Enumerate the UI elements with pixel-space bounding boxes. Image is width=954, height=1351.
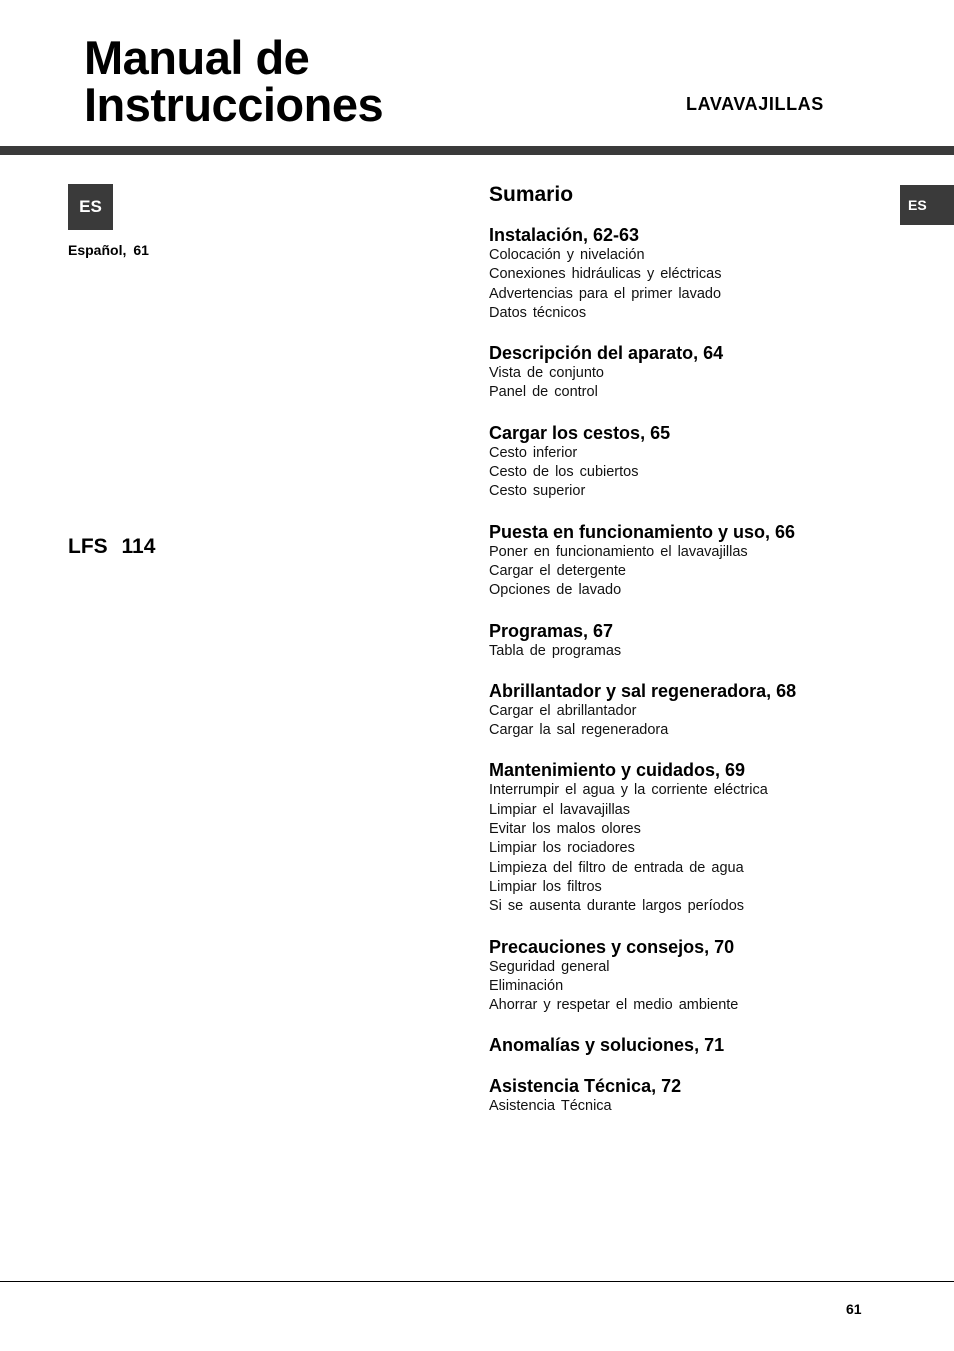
- toc-item-list: [489, 444, 909, 502]
- toc-section-title[interactable]: Mantenimiento y cuidados, 69: [489, 760, 746, 781]
- toc-section-title[interactable]: Abrillantador y sal regeneradora, 68: [489, 680, 797, 701]
- toc-item[interactable]: Cesto inferior: [489, 444, 578, 461]
- toc-item[interactable]: Seguridad general: [489, 958, 610, 975]
- table-of-contents: [489, 182, 909, 1136]
- toc-section: [489, 342, 909, 403]
- toc-item[interactable]: Cargar la sal regeneradora: [489, 722, 669, 739]
- toc-item[interactable]: Limpiar los filtros: [489, 878, 602, 895]
- toc-section: [489, 1075, 909, 1116]
- header-divider: [0, 146, 954, 155]
- toc-item-list: [489, 364, 909, 403]
- toc-heading: Sumario: [489, 183, 574, 206]
- toc-section-title[interactable]: Programas, 67: [489, 620, 614, 641]
- toc-section-title[interactable]: Anomalías y soluciones, 71: [489, 1035, 725, 1056]
- language-badge: ES: [68, 184, 113, 230]
- toc-item-list: [489, 543, 909, 601]
- toc-item[interactable]: Limpiar el lavavajillas: [489, 801, 630, 818]
- toc-section: [489, 759, 909, 916]
- toc-section: [489, 936, 909, 1016]
- toc-section: [489, 224, 909, 323]
- manual-title: [84, 31, 384, 131]
- title-line-1: Manual de: [84, 31, 310, 84]
- toc-section: [489, 620, 909, 661]
- language-page: 61: [133, 242, 149, 258]
- toc-section-title[interactable]: Descripción del aparato, 64: [489, 343, 724, 364]
- toc-item[interactable]: Poner en funcionamiento el lavavajillas: [489, 543, 748, 560]
- toc-item[interactable]: Panel de control: [489, 384, 598, 401]
- language-name: Español,: [68, 242, 127, 258]
- toc-section: [489, 422, 909, 502]
- toc-item-list: [489, 1097, 909, 1116]
- toc-section-title[interactable]: Instalación, 62-63: [489, 225, 640, 245]
- toc-item[interactable]: Advertencias para el primer lavado: [489, 285, 722, 302]
- footer-divider: [0, 1281, 954, 1282]
- toc-section: [489, 680, 909, 741]
- toc-section-title[interactable]: Asistencia Técnica, 72: [489, 1076, 682, 1097]
- toc-section-title[interactable]: Cargar los cestos, 65: [489, 422, 671, 443]
- toc-item-list: [489, 702, 909, 741]
- page-number: 61: [846, 1301, 862, 1317]
- toc-item[interactable]: Evitar los malos olores: [489, 821, 641, 838]
- toc-item[interactable]: Si se ausenta durante largos períodos: [489, 898, 745, 915]
- toc-item[interactable]: Tabla de programas: [489, 642, 622, 659]
- title-line-2: Instrucciones: [84, 78, 384, 131]
- toc-item-list: [489, 781, 909, 916]
- toc-item[interactable]: Cargar el abrillantador: [489, 702, 637, 719]
- toc-section-title[interactable]: Puesta en funcionamiento y uso, 66: [489, 521, 796, 542]
- toc-item[interactable]: Eliminación: [489, 977, 564, 994]
- toc-item[interactable]: Datos técnicos: [489, 304, 587, 321]
- toc-item-list: [489, 958, 909, 1016]
- toc-item[interactable]: Opciones de lavado: [489, 582, 622, 599]
- product-category: LAVAVAJILLAS: [686, 94, 824, 114]
- toc-item[interactable]: Limpieza del filtro de entrada de agua: [489, 859, 744, 876]
- model-number: LFS 114: [68, 535, 156, 558]
- toc-item[interactable]: Cesto de los cubiertos: [489, 464, 639, 481]
- toc-item[interactable]: Asistencia Técnica: [489, 1098, 612, 1115]
- toc-item[interactable]: Colocación y nivelación: [489, 247, 645, 263]
- toc-item-list: [489, 642, 909, 661]
- toc-item[interactable]: Conexiones hidráulicas y eléctricas: [489, 266, 722, 283]
- toc-item-list: [489, 246, 909, 323]
- toc-item[interactable]: Limpiar los rociadores: [489, 840, 635, 857]
- toc-sections: [489, 224, 909, 1117]
- language-index[interactable]: [68, 242, 149, 258]
- toc-section-title[interactable]: Precauciones y consejos, 70: [489, 936, 735, 957]
- toc-section: [489, 1034, 909, 1056]
- toc-item[interactable]: Vista de conjunto: [489, 365, 604, 382]
- toc-item[interactable]: Cargar el detergente: [489, 562, 626, 579]
- toc-item[interactable]: Ahorrar y respetar el medio ambiente: [489, 997, 739, 1014]
- toc-section: [489, 521, 909, 601]
- toc-item[interactable]: Cesto superior: [489, 483, 586, 500]
- side-language-tab: ES: [900, 185, 954, 225]
- toc-item[interactable]: Interrumpir el agua y la corriente eléctrica: [489, 782, 768, 799]
